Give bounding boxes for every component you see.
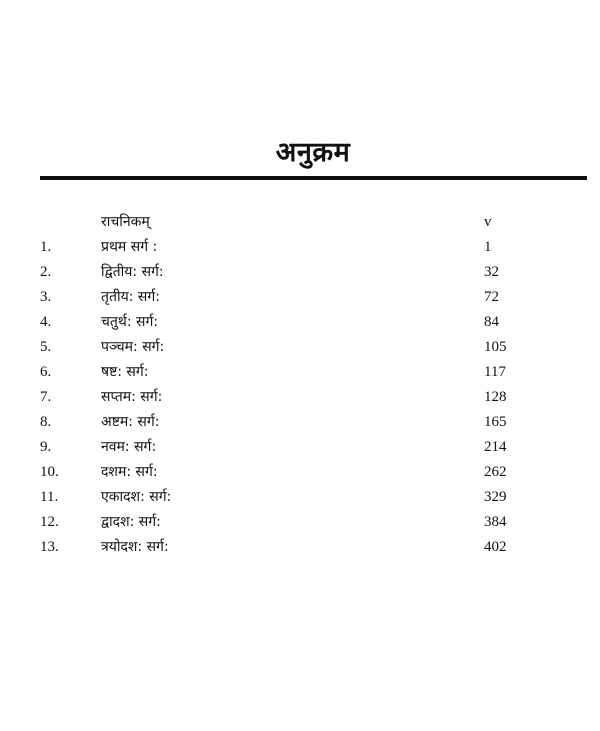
toc-entry-number: 10. — [40, 464, 59, 480]
toc-entry-page: 214 — [484, 439, 507, 455]
toc-row — [0, 335, 600, 360]
toc-entry-number: 6. — [40, 364, 52, 380]
toc-entry-number: 1. — [40, 239, 52, 255]
toc-entry-title: तृतीय: सर्ग: — [101, 289, 160, 305]
toc-entry-number: 13. — [40, 539, 59, 555]
toc-row — [0, 485, 600, 510]
toc-row — [0, 510, 600, 535]
toc-entry-page: 105 — [484, 339, 507, 355]
toc-entry-page: 32 — [484, 264, 499, 280]
toc-entry-title: एकादश: सर्ग: — [101, 489, 172, 505]
toc-row — [0, 535, 600, 560]
toc-entry-page: 262 — [484, 464, 507, 480]
toc-row — [0, 435, 600, 460]
toc-row — [0, 385, 600, 410]
toc-entry-title: द्वितीय: सर्ग: — [101, 264, 164, 280]
toc-entry-title: राचनिकम् — [101, 214, 150, 230]
toc-entry-page: 165 — [484, 414, 507, 430]
toc-entry-page: 1 — [484, 239, 492, 255]
toc-entry-page: 128 — [484, 389, 507, 405]
toc-entry-page: 402 — [484, 539, 507, 555]
toc-entry-number: 5. — [40, 339, 52, 355]
toc-entry-number: 2. — [40, 264, 52, 280]
toc-entry-title: अष्टम: सर्ग: — [101, 414, 160, 430]
toc-entry-page: 384 — [484, 514, 507, 530]
toc-entry-page: 117 — [484, 364, 506, 380]
toc-entry-number: 4. — [40, 314, 52, 330]
toc-row — [0, 310, 600, 335]
toc-entry-title: दशम: सर्ग: — [101, 464, 158, 480]
toc-entry-title: सप्तम: सर्ग: — [101, 389, 163, 405]
toc-row — [0, 285, 600, 310]
toc-entry-page: v — [484, 214, 492, 230]
toc-entry-number: 8. — [40, 414, 52, 430]
toc-entry-title: पञ्चम: सर्ग: — [101, 339, 165, 355]
toc-entry-title: षष्ट: सर्ग: — [101, 364, 149, 380]
toc-entry-number: 9. — [40, 439, 52, 455]
toc-entry-page: 84 — [484, 314, 499, 330]
toc-entry-page: 329 — [484, 489, 507, 505]
toc-entry-number: 7. — [40, 389, 52, 405]
toc-row — [0, 260, 600, 285]
toc-row-preface — [0, 210, 600, 235]
toc-entry-title: प्रथम सर्ग : — [101, 239, 158, 255]
title-divider — [40, 176, 587, 180]
table-of-contents — [0, 210, 600, 560]
toc-entry-page: 72 — [484, 289, 499, 305]
toc-row — [0, 235, 600, 260]
page-title: अनुक्रम — [275, 137, 351, 168]
toc-entry-title: नवम: सर्ग: — [101, 439, 157, 455]
toc-row — [0, 460, 600, 485]
toc-row — [0, 360, 600, 385]
toc-row — [0, 410, 600, 435]
toc-entry-title: त्रयोदश: सर्ग: — [101, 539, 169, 555]
toc-entry-number: 12. — [40, 514, 59, 530]
toc-entry-number: 3. — [40, 289, 52, 305]
toc-entry-title: चतुर्थ: सर्ग: — [101, 314, 159, 330]
toc-entry-number: 11. — [40, 489, 59, 505]
toc-entry-title: द्वादश: सर्ग: — [101, 514, 161, 530]
